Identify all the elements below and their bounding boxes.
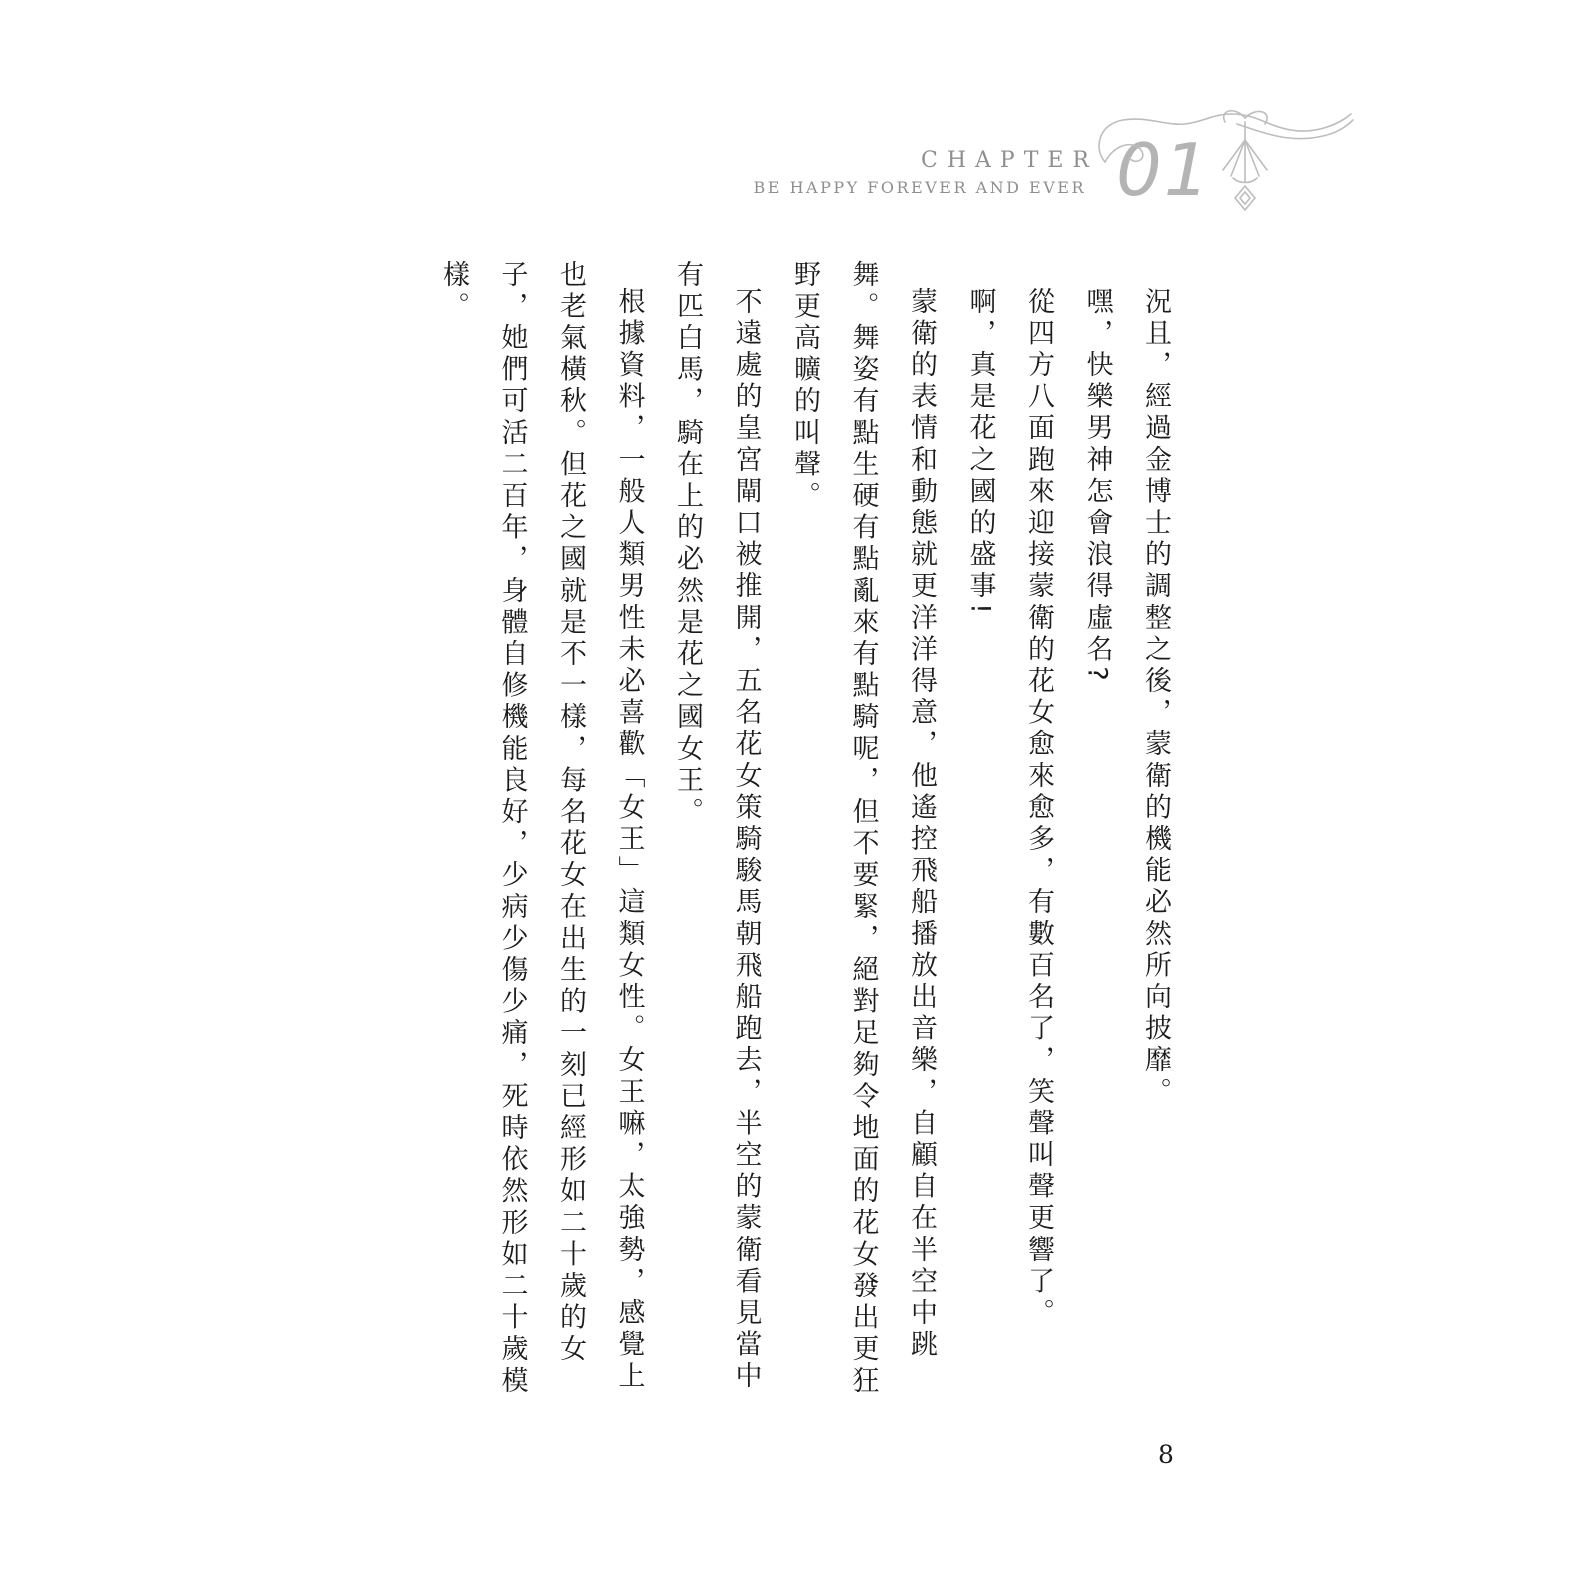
paragraph: 嘿，快樂男神怎會浪得虛名?: [1081, 287, 1113, 686]
paragraph: 蒙衛的表情和動態就更洋洋得意，他遙控飛船播放出音樂，自顧自在半空中跳舞。舞姿有點生硬有點亂來有點騎呢，但不要緊，絕對足夠令地面的花女發出更狂野更高曠的叫聲。: [789, 260, 937, 1398]
paragraph: 啊，真是花之國的盛事!: [964, 287, 996, 619]
chapter-header: [0, 0, 1594, 240]
vertical-text-body: [424, 260, 1185, 1400]
floral-flourish-icon: [1085, 100, 1355, 215]
paragraph: 從四方八面跑來迎接蒙衛的花女愈來愈多，有數百名了，笑聲叫聲更響了。: [1023, 287, 1054, 1330]
chapter-subtitle: BE HAPPY FOREVER AND EVER: [753, 178, 1086, 197]
paragraph: 不遠處的皇宮閘口被推開，五名花女策騎駿馬朝飛船跑去，半空的蒙衛看見當中有匹白馬，騎在上的必然是花之國女王。: [672, 260, 762, 1393]
paragraph: 況且，經過金博士的調整之後，蒙衛的機能必然所向披靡。: [1140, 287, 1171, 1109]
page-number: 8: [1158, 1440, 1174, 1469]
paragraph: 根據資料，一般人類男性未必喜歡「女王」這類女性。女王嘛，太強勢，感覺上也老氣橫秋。但花之國就是不一樣，每名花女在出生的一刻已經形如二十歲的女子，她們可活二百年，身體自修機能良好，少病少傷少痛，死時依然形如二十歲模樣。: [438, 260, 645, 1398]
chapter-number: 01: [1116, 128, 1212, 212]
chapter-label: CHAPTER: [920, 148, 1098, 173]
